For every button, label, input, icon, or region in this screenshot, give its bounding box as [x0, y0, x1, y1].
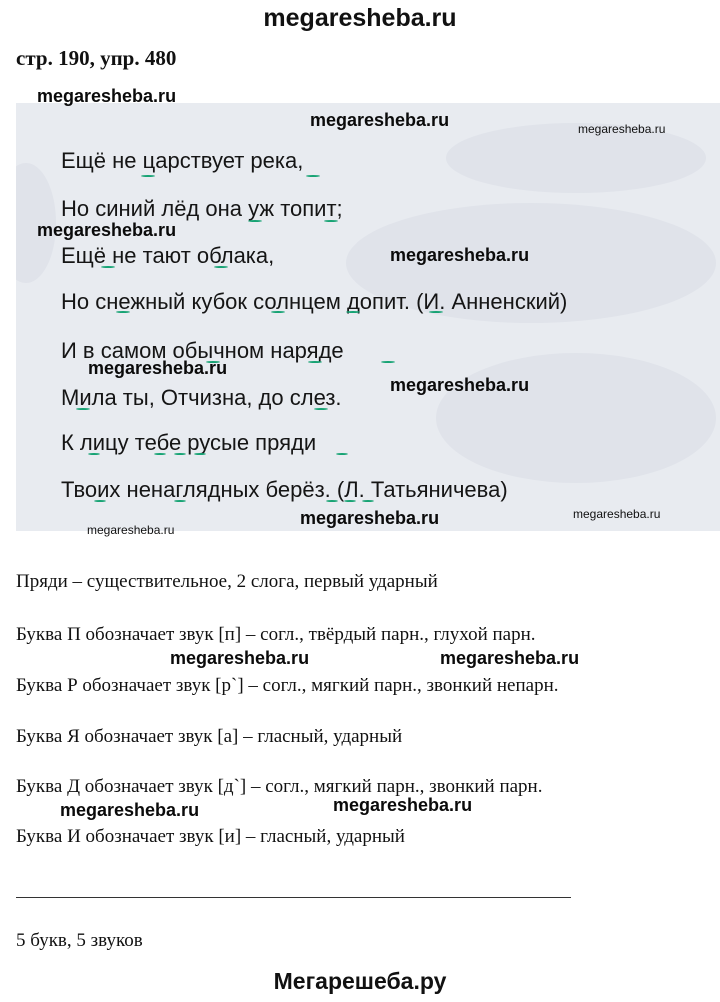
page-reference: стр. 190, упр. 480: [16, 46, 177, 70]
vowel-mark: [174, 453, 186, 455]
vowel-mark: [346, 311, 360, 313]
vowel-mark: [429, 311, 443, 313]
vowel-mark: [174, 500, 186, 502]
poem-line: Ещё не тают облака,: [61, 243, 275, 268]
poem-line: Ещё не царствует река,: [61, 148, 304, 173]
analysis-line: Буква Д обозначает звук [д`] – согл., мягкий парн., звонкий парн.: [16, 776, 543, 797]
watermark: megaresheba.ru: [333, 795, 473, 815]
vowel-mark: [306, 175, 320, 177]
vowel-mark: [154, 453, 166, 455]
vowel-mark: [336, 453, 348, 455]
watermark: megaresheba.ru: [578, 122, 666, 136]
watermark: megaresheba.ru: [170, 648, 310, 668]
watermark: megaresheba.ru: [88, 358, 228, 378]
divider: [16, 897, 571, 898]
watermark: megaresheba.ru: [440, 648, 580, 668]
vowel-mark: [381, 361, 395, 363]
vowel-mark: [141, 175, 155, 177]
watermark: megaresheba.ru: [87, 523, 175, 537]
poem-image: [16, 103, 720, 531]
watermark: megaresheba.ru: [300, 508, 440, 528]
analysis-line: Буква Р обозначает звук [р`] – согл., мягкий парн., звонкий непарн.: [16, 675, 559, 696]
analysis-line: Буква Я обозначает звук [а] – гласный, ударный: [16, 726, 403, 747]
vowel-mark: [194, 453, 206, 455]
vowel-mark: [248, 220, 262, 222]
watermark: megaresheba.ru: [37, 86, 177, 106]
analysis-line: Буква И обозначает звук [и] – гласный, ударный: [16, 826, 405, 847]
vowel-mark: [88, 453, 100, 455]
vowel-mark: [271, 311, 285, 313]
vowel-mark: [314, 408, 328, 410]
site-footer: Мегарешеба.ру: [273, 968, 447, 994]
vowel-mark: [362, 500, 374, 502]
vowel-mark: [101, 266, 115, 268]
vowel-mark: [94, 500, 106, 502]
vowel-mark: [324, 220, 338, 222]
watermark: megaresheba.ru: [60, 800, 200, 820]
poem-line: Но снежный кубок солнцем допит. (И. Анненский): [61, 289, 568, 314]
site-header: megaresheba.ru: [263, 4, 457, 32]
vowel-mark: [326, 500, 338, 502]
watermark: megaresheba.ru: [390, 375, 530, 395]
poem-line: Мила ты, Отчизна, до слез.: [61, 385, 342, 410]
watermark: megaresheba.ru: [573, 507, 661, 521]
summary: 5 букв, 5 звуков: [16, 930, 143, 951]
watermark: megaresheba.ru: [37, 220, 177, 240]
vowel-mark: [214, 266, 228, 268]
vowel-mark: [308, 361, 322, 363]
poem-line: Твоих ненаглядных берёз. (Л. Татьяничева): [61, 477, 508, 502]
poem-line: И в самом обычном наряде: [61, 338, 344, 363]
vowel-mark: [344, 500, 356, 502]
poem-line: Но синий лёд она уж топит;: [61, 196, 343, 221]
vowel-mark: [76, 408, 90, 410]
vowel-mark: [116, 311, 130, 313]
analysis-line: Буква П обозначает звук [п] – согл., твёрдый парн., глухой парн.: [16, 624, 536, 645]
analysis-line: Пряди – существительное, 2 слога, первый ударный: [16, 571, 438, 592]
watermark: megaresheba.ru: [390, 245, 530, 265]
watermark: megaresheba.ru: [310, 110, 450, 130]
poem-line: К лицу тебе русые пряди: [61, 430, 317, 455]
